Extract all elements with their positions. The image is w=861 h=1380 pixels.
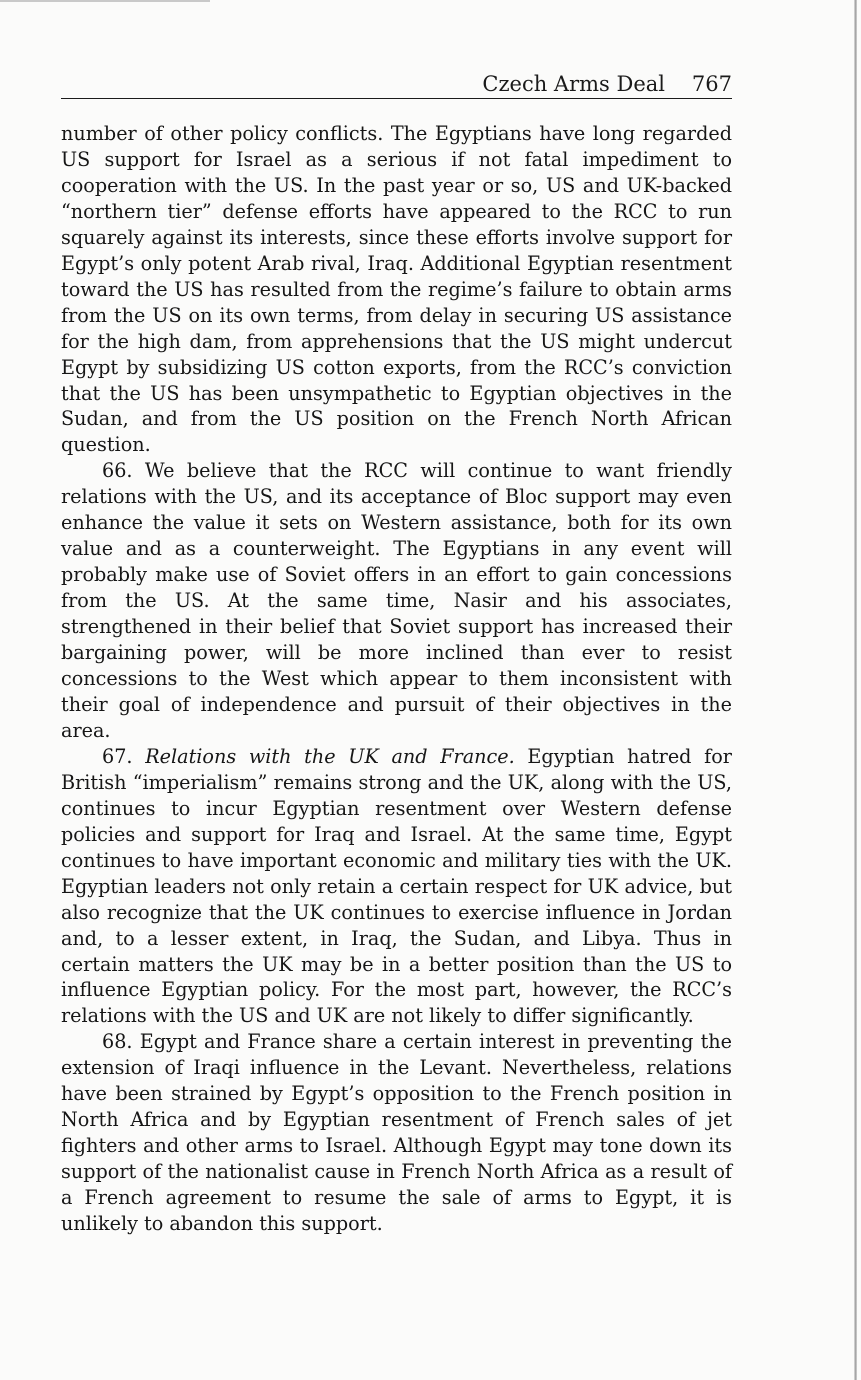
paragraph-continued (61, 121, 732, 458)
paragraph-number: 67. (102, 744, 133, 768)
paragraph-68 (61, 1029, 732, 1237)
paragraph-67 (61, 744, 732, 1029)
body-text (61, 121, 732, 1237)
section-heading: Relations with the UK and France. (145, 744, 515, 768)
paragraph-text: 66. We believe that the RCC will continue to want friendly relations with the US, and its acceptance of Bloc support may even enhance the value it sets on Western assistance, both for its own value and as a counterweight. The Egyptians in any event will probably make use of Soviet offers in an effort to gain concessions from the US. At the same time, Nasir and his associates, strengthened in their belief that Soviet support has increased their bargaining power, will be more inclined than ever to resist concessions to the West which appear to them inconsistent with their goal of independence and pursuit of their objectives in the area. (61, 459, 732, 742)
scan-top-edge (0, 0, 210, 2)
running-header-title: Czech Arms Deal (482, 72, 665, 96)
paragraph-text: number of other policy conflicts. The Egyptians have long regarded US support for Israel as a serious if not fatal impediment to cooperation with the US. In the past year or so, US and UK-backed “northern tier” defense efforts have appeared to the RCC to run squarely against its interests, since these efforts involve support for Egypt’s only potent Arab rival, Iraq. Additional Egyptian resentment toward the US has resulted from the regime’s failure to obtain arms from the US on its own terms, from delay in securing US assistance for the high dam, from apprehensions that the US might undercut Egypt by subsidizing US cotton exports, from the RCC’s conviction that the US has been unsympathetic to Egyptian objectives in the Sudan, and from the US position on the French North African question. (61, 122, 732, 457)
paragraph-text: Egyptian hatred for British “imperialism” remains strong and the UK, along with the US, continues to incur Egyptian resentment over Western defense policies and support for Iraq and Israel. At the same time, Egypt continues to have important economic and military ties with the UK. Egyptian leaders not only retain a certain respect for UK advice, but also recognize that the UK continues to exercise influence in Jordan and, to a lesser extent, in Iraq, the Sudan, and Libya. Thus in certain matters the UK may be in a better position than the US to influence Egyptian policy. For the most part, however, the RCC’s relations with the US and UK are not likely to differ significantly. (61, 744, 732, 1028)
scan-binding-edge (854, 0, 857, 1380)
paragraph-66 (61, 458, 732, 743)
page-number: 767 (691, 72, 732, 96)
paragraph-text: 68. Egypt and France share a certain interest in preventing the extension of Iraqi influence in the Levant. Nevertheless, relations have been strained by Egypt’s opposition to the French position in North Africa and by Egyptian resentment of French sales of jet fighters and other arms to Israel. Although Egypt may tone down its support of the nationalist cause in French North Africa as a result of a French agreement to resume the sale of arms to Egypt, it is unlikely to abandon this support. (61, 1030, 732, 1236)
running-header (61, 72, 732, 99)
